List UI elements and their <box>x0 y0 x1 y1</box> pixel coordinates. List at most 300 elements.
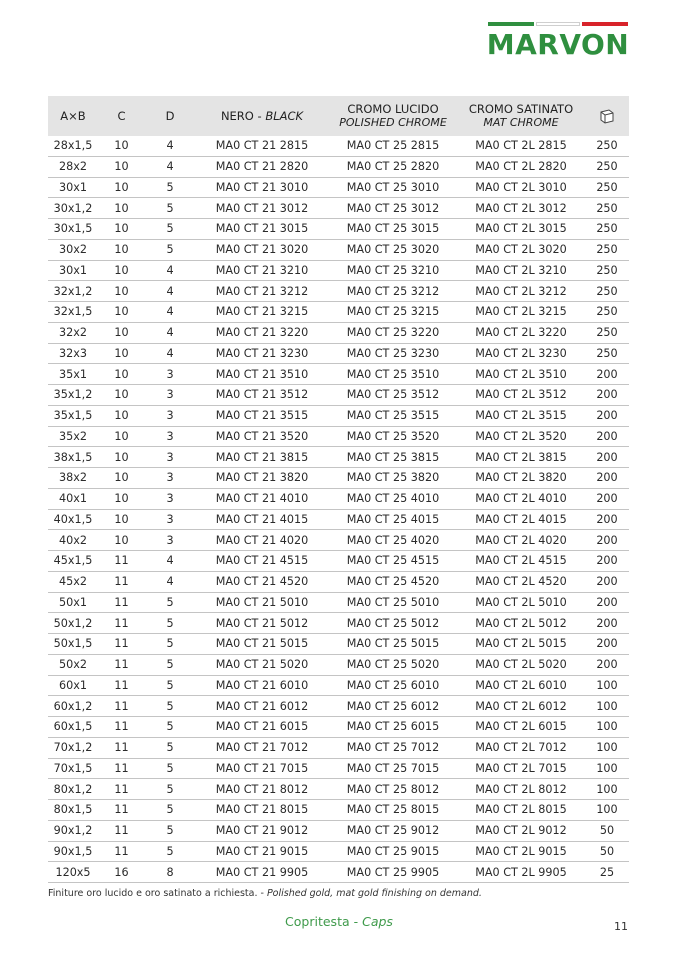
cell-axb: 28x2 <box>48 156 98 177</box>
cell-quantity: 250 <box>585 302 629 323</box>
cell-axb: 70x1,5 <box>48 758 98 779</box>
cell-nero: MA0 CT 21 3815 <box>195 447 329 468</box>
page-number: 11 <box>614 920 628 933</box>
cell-cromo-satinato: MA0 CT 2L 4015 <box>457 509 585 530</box>
cell-nero: MA0 CT 21 7015 <box>195 758 329 779</box>
cell-nero: MA0 CT 21 3510 <box>195 364 329 385</box>
cell-c: 10 <box>98 426 145 447</box>
cell-d: 5 <box>145 717 195 738</box>
cell-cromo-satinato: MA0 CT 2L 3012 <box>457 198 585 219</box>
cell-axb: 38x1,5 <box>48 447 98 468</box>
cell-d: 5 <box>145 800 195 821</box>
cell-c: 10 <box>98 364 145 385</box>
cell-cromo-lucido: MA0 CT 25 9905 <box>329 862 457 883</box>
cell-cromo-satinato: MA0 CT 2L 9012 <box>457 820 585 841</box>
table-row <box>48 654 629 675</box>
cell-c: 11 <box>98 551 145 572</box>
cell-nero: MA0 CT 21 4010 <box>195 488 329 509</box>
cell-cromo-satinato: MA0 CT 2L 5020 <box>457 654 585 675</box>
cell-nero: MA0 CT 21 4020 <box>195 530 329 551</box>
cell-d: 5 <box>145 696 195 717</box>
cell-d: 5 <box>145 198 195 219</box>
cell-quantity: 200 <box>585 364 629 385</box>
cell-nero: MA0 CT 21 5012 <box>195 613 329 634</box>
cell-cromo-satinato: MA0 CT 2L 9905 <box>457 862 585 883</box>
table-row <box>48 260 629 281</box>
cell-cromo-lucido: MA0 CT 25 3815 <box>329 447 457 468</box>
cell-c: 10 <box>98 385 145 406</box>
cell-d: 5 <box>145 592 195 613</box>
cell-cromo-satinato: MA0 CT 2L 3230 <box>457 343 585 364</box>
cell-axb: 32x1,2 <box>48 281 98 302</box>
table-row <box>48 717 629 738</box>
cell-cromo-lucido: MA0 CT 25 5015 <box>329 634 457 655</box>
table-row <box>48 343 629 364</box>
cell-cromo-lucido: MA0 CT 25 6015 <box>329 717 457 738</box>
cell-cromo-satinato: MA0 CT 2L 3815 <box>457 447 585 468</box>
cell-d: 3 <box>145 426 195 447</box>
cell-quantity: 200 <box>585 447 629 468</box>
cell-cromo-satinato: MA0 CT 2L 6012 <box>457 696 585 717</box>
cell-cromo-satinato: MA0 CT 2L 3512 <box>457 385 585 406</box>
cell-nero: MA0 CT 21 3220 <box>195 322 329 343</box>
cell-c: 11 <box>98 779 145 800</box>
flag-red <box>582 22 628 26</box>
cell-nero: MA0 CT 21 3015 <box>195 219 329 240</box>
table-row <box>48 488 629 509</box>
cell-cromo-satinato: MA0 CT 2L 5010 <box>457 592 585 613</box>
cell-quantity: 250 <box>585 260 629 281</box>
cell-d: 4 <box>145 260 195 281</box>
cell-d: 5 <box>145 613 195 634</box>
cell-quantity: 200 <box>585 488 629 509</box>
cell-axb: 80x1,5 <box>48 800 98 821</box>
header-nero <box>195 96 329 136</box>
cell-nero: MA0 CT 21 5010 <box>195 592 329 613</box>
cell-axb: 60x1 <box>48 675 98 696</box>
header-nero-it: NERO - <box>220 109 266 123</box>
cell-quantity: 100 <box>585 737 629 758</box>
cell-cromo-lucido: MA0 CT 25 3220 <box>329 322 457 343</box>
cell-axb: 45x2 <box>48 571 98 592</box>
cell-axb: 40x1,5 <box>48 509 98 530</box>
table-row <box>48 551 629 572</box>
cell-quantity: 200 <box>585 551 629 572</box>
cell-nero: MA0 CT 21 5015 <box>195 634 329 655</box>
cell-nero: MA0 CT 21 9905 <box>195 862 329 883</box>
cell-axb: 90x1,2 <box>48 820 98 841</box>
cell-d: 3 <box>145 364 195 385</box>
cell-cromo-lucido: MA0 CT 25 3010 <box>329 177 457 198</box>
table-row <box>48 322 629 343</box>
cell-nero: MA0 CT 21 6010 <box>195 675 329 696</box>
cell-cromo-satinato: MA0 CT 2L 3020 <box>457 239 585 260</box>
cell-cromo-lucido: MA0 CT 25 4015 <box>329 509 457 530</box>
cell-axb: 120x5 <box>48 862 98 883</box>
table-row <box>48 530 629 551</box>
cell-nero: MA0 CT 21 3820 <box>195 468 329 489</box>
cell-c: 10 <box>98 198 145 219</box>
cell-d: 4 <box>145 156 195 177</box>
cell-axb: 30x1 <box>48 177 98 198</box>
cell-c: 11 <box>98 592 145 613</box>
header-cromo-lucido <box>329 96 457 136</box>
cell-cromo-satinato: MA0 CT 2L 8012 <box>457 779 585 800</box>
cell-axb: 35x1,5 <box>48 405 98 426</box>
cell-axb: 32x1,5 <box>48 302 98 323</box>
cell-d: 4 <box>145 551 195 572</box>
cell-cromo-satinato: MA0 CT 2L 3215 <box>457 302 585 323</box>
cell-d: 4 <box>145 136 195 156</box>
brand-name: MARVON <box>486 28 630 61</box>
cell-cromo-lucido: MA0 CT 25 3015 <box>329 219 457 240</box>
cell-d: 3 <box>145 530 195 551</box>
cell-c: 10 <box>98 281 145 302</box>
cell-nero: MA0 CT 21 4520 <box>195 571 329 592</box>
footnote-it: Finiture oro lucido e oro satinato a richiesta. - <box>48 888 267 899</box>
cell-nero: MA0 CT 21 3012 <box>195 198 329 219</box>
cell-axb: 32x2 <box>48 322 98 343</box>
cell-nero: MA0 CT 21 3520 <box>195 426 329 447</box>
footer-title <box>0 914 678 929</box>
cell-d: 5 <box>145 654 195 675</box>
cell-d: 3 <box>145 447 195 468</box>
cell-cromo-satinato: MA0 CT 2L 3210 <box>457 260 585 281</box>
cell-d: 4 <box>145 302 195 323</box>
cell-cromo-satinato: MA0 CT 2L 5012 <box>457 613 585 634</box>
cell-axb: 30x1,2 <box>48 198 98 219</box>
cell-quantity: 200 <box>585 509 629 530</box>
cell-cromo-satinato: MA0 CT 2L 3010 <box>457 177 585 198</box>
cell-quantity: 250 <box>585 136 629 156</box>
product-table <box>48 96 629 883</box>
cell-quantity: 250 <box>585 239 629 260</box>
cell-axb: 40x1 <box>48 488 98 509</box>
cell-nero: MA0 CT 21 5020 <box>195 654 329 675</box>
cell-cromo-lucido: MA0 CT 25 3212 <box>329 281 457 302</box>
cell-axb: 45x1,5 <box>48 551 98 572</box>
cell-c: 10 <box>98 447 145 468</box>
footnote <box>48 888 482 899</box>
table-row <box>48 198 629 219</box>
cell-cromo-satinato: MA0 CT 2L 3015 <box>457 219 585 240</box>
cell-axb: 70x1,2 <box>48 737 98 758</box>
table-row <box>48 239 629 260</box>
flag-green <box>488 22 534 26</box>
cell-cromo-lucido: MA0 CT 25 5010 <box>329 592 457 613</box>
cell-cromo-lucido: MA0 CT 25 3510 <box>329 364 457 385</box>
cell-quantity: 200 <box>585 634 629 655</box>
cell-quantity: 100 <box>585 717 629 738</box>
cell-d: 3 <box>145 405 195 426</box>
cell-cromo-lucido: MA0 CT 25 3820 <box>329 468 457 489</box>
cell-c: 11 <box>98 571 145 592</box>
cell-cromo-lucido: MA0 CT 25 4010 <box>329 488 457 509</box>
cell-axb: 40x2 <box>48 530 98 551</box>
cell-cromo-satinato: MA0 CT 2L 4515 <box>457 551 585 572</box>
cell-nero: MA0 CT 21 3210 <box>195 260 329 281</box>
cell-d: 5 <box>145 737 195 758</box>
cell-nero: MA0 CT 21 3215 <box>195 302 329 323</box>
header-cromo-lucido-it: CROMO LUCIDO <box>347 102 439 116</box>
cell-nero: MA0 CT 21 8012 <box>195 779 329 800</box>
cell-cromo-lucido: MA0 CT 25 3230 <box>329 343 457 364</box>
table-row <box>48 156 629 177</box>
header-cromo-satinato-it: CROMO SATINATO <box>468 102 574 116</box>
header-c: C <box>98 96 145 136</box>
cell-axb: 80x1,2 <box>48 779 98 800</box>
cell-axb: 35x1 <box>48 364 98 385</box>
cell-nero: MA0 CT 21 2820 <box>195 156 329 177</box>
cell-c: 11 <box>98 737 145 758</box>
cell-d: 8 <box>145 862 195 883</box>
table-row <box>48 613 629 634</box>
cell-c: 11 <box>98 675 145 696</box>
cell-c: 11 <box>98 717 145 738</box>
cell-nero: MA0 CT 21 9015 <box>195 841 329 862</box>
cell-d: 3 <box>145 468 195 489</box>
cell-c: 11 <box>98 841 145 862</box>
cell-d: 5 <box>145 779 195 800</box>
table-row <box>48 219 629 240</box>
cell-cromo-lucido: MA0 CT 25 2815 <box>329 136 457 156</box>
cell-c: 10 <box>98 136 145 156</box>
cell-quantity: 200 <box>585 571 629 592</box>
table-row <box>48 177 629 198</box>
cell-axb: 60x1,2 <box>48 696 98 717</box>
table-row <box>48 820 629 841</box>
cell-cromo-lucido: MA0 CT 25 4515 <box>329 551 457 572</box>
cell-nero: MA0 CT 21 3212 <box>195 281 329 302</box>
cell-cromo-lucido: MA0 CT 25 6010 <box>329 675 457 696</box>
cell-nero: MA0 CT 21 3512 <box>195 385 329 406</box>
cell-d: 4 <box>145 322 195 343</box>
header-axb: A×B <box>48 96 98 136</box>
table-row <box>48 779 629 800</box>
cell-quantity: 100 <box>585 779 629 800</box>
cell-quantity: 250 <box>585 281 629 302</box>
table-row <box>48 800 629 821</box>
cell-quantity: 25 <box>585 862 629 883</box>
cell-cromo-satinato: MA0 CT 2L 3820 <box>457 468 585 489</box>
cell-cromo-lucido: MA0 CT 25 3520 <box>329 426 457 447</box>
footer-title-en: Caps <box>362 914 393 929</box>
header-cromo-satinato-en: MAT CHROME <box>483 116 559 129</box>
cell-d: 5 <box>145 239 195 260</box>
table-row <box>48 696 629 717</box>
cell-quantity: 200 <box>585 654 629 675</box>
cell-d: 5 <box>145 820 195 841</box>
cell-quantity: 100 <box>585 696 629 717</box>
cell-d: 3 <box>145 509 195 530</box>
cell-cromo-satinato: MA0 CT 2L 2815 <box>457 136 585 156</box>
table-row <box>48 447 629 468</box>
cell-nero: MA0 CT 21 3230 <box>195 343 329 364</box>
cell-quantity: 250 <box>585 322 629 343</box>
table-row <box>48 675 629 696</box>
cell-c: 11 <box>98 634 145 655</box>
cell-axb: 50x1 <box>48 592 98 613</box>
cell-cromo-lucido: MA0 CT 25 3515 <box>329 405 457 426</box>
cell-cromo-lucido: MA0 CT 25 4520 <box>329 571 457 592</box>
cell-c: 10 <box>98 239 145 260</box>
cell-nero: MA0 CT 21 3020 <box>195 239 329 260</box>
cell-cromo-lucido: MA0 CT 25 9012 <box>329 820 457 841</box>
cell-c: 10 <box>98 260 145 281</box>
cell-cromo-satinato: MA0 CT 2L 6015 <box>457 717 585 738</box>
cell-axb: 50x2 <box>48 654 98 675</box>
cell-c: 16 <box>98 862 145 883</box>
cell-cromo-lucido: MA0 CT 25 6012 <box>329 696 457 717</box>
cell-quantity: 200 <box>585 405 629 426</box>
table-row <box>48 281 629 302</box>
table-row <box>48 136 629 156</box>
cell-cromo-satinato: MA0 CT 2L 8015 <box>457 800 585 821</box>
cell-c: 11 <box>98 654 145 675</box>
cell-cromo-satinato: MA0 CT 2L 3510 <box>457 364 585 385</box>
table-row <box>48 758 629 779</box>
table-row <box>48 841 629 862</box>
cell-quantity: 250 <box>585 156 629 177</box>
cell-d: 5 <box>145 841 195 862</box>
flag-white <box>536 22 580 26</box>
cell-d: 4 <box>145 281 195 302</box>
cell-axb: 50x1,5 <box>48 634 98 655</box>
table-row <box>48 634 629 655</box>
footnote-en: Polished gold, mat gold finishing on demand. <box>266 888 482 899</box>
header-cromo-satinato <box>457 96 585 136</box>
cell-d: 5 <box>145 758 195 779</box>
cell-c: 10 <box>98 322 145 343</box>
cell-c: 10 <box>98 343 145 364</box>
cell-cromo-satinato: MA0 CT 2L 3220 <box>457 322 585 343</box>
table-row <box>48 862 629 883</box>
cell-cromo-lucido: MA0 CT 25 7015 <box>329 758 457 779</box>
table-row <box>48 364 629 385</box>
table-row <box>48 385 629 406</box>
cell-quantity: 100 <box>585 675 629 696</box>
cell-quantity: 200 <box>585 426 629 447</box>
cell-axb: 30x1 <box>48 260 98 281</box>
cell-c: 10 <box>98 488 145 509</box>
cell-nero: MA0 CT 21 8015 <box>195 800 329 821</box>
cell-quantity: 250 <box>585 219 629 240</box>
cell-nero: MA0 CT 21 4515 <box>195 551 329 572</box>
cell-d: 4 <box>145 571 195 592</box>
cell-c: 10 <box>98 530 145 551</box>
cell-axb: 35x2 <box>48 426 98 447</box>
brand-logo <box>484 22 632 62</box>
cell-cromo-lucido: MA0 CT 25 8015 <box>329 800 457 821</box>
cell-axb: 60x1,5 <box>48 717 98 738</box>
cell-d: 5 <box>145 634 195 655</box>
cell-nero: MA0 CT 21 6012 <box>195 696 329 717</box>
cell-cromo-satinato: MA0 CT 2L 5015 <box>457 634 585 655</box>
table-row <box>48 571 629 592</box>
cell-nero: MA0 CT 21 3010 <box>195 177 329 198</box>
cell-quantity: 200 <box>585 613 629 634</box>
cell-c: 10 <box>98 302 145 323</box>
cell-nero: MA0 CT 21 7012 <box>195 737 329 758</box>
cell-cromo-satinato: MA0 CT 2L 2820 <box>457 156 585 177</box>
cell-quantity: 200 <box>585 468 629 489</box>
cell-cromo-satinato: MA0 CT 2L 7012 <box>457 737 585 758</box>
cell-axb: 38x2 <box>48 468 98 489</box>
table-header-row <box>48 96 629 136</box>
cell-quantity: 100 <box>585 800 629 821</box>
table-row <box>48 405 629 426</box>
cell-quantity: 200 <box>585 530 629 551</box>
table-row <box>48 302 629 323</box>
cell-cromo-lucido: MA0 CT 25 2820 <box>329 156 457 177</box>
header-quantity <box>585 96 629 136</box>
cell-c: 11 <box>98 820 145 841</box>
table-body <box>48 136 629 883</box>
cell-quantity: 100 <box>585 758 629 779</box>
cell-quantity: 50 <box>585 820 629 841</box>
cell-cromo-satinato: MA0 CT 2L 7015 <box>457 758 585 779</box>
cell-c: 10 <box>98 219 145 240</box>
cell-c: 10 <box>98 156 145 177</box>
cell-cromo-lucido: MA0 CT 25 7012 <box>329 737 457 758</box>
cell-quantity: 200 <box>585 592 629 613</box>
cell-axb: 35x1,2 <box>48 385 98 406</box>
cell-c: 10 <box>98 177 145 198</box>
cell-d: 3 <box>145 488 195 509</box>
cell-nero: MA0 CT 21 4015 <box>195 509 329 530</box>
cell-quantity: 250 <box>585 343 629 364</box>
cell-axb: 30x2 <box>48 239 98 260</box>
cell-nero: MA0 CT 21 9012 <box>195 820 329 841</box>
cell-cromo-lucido: MA0 CT 25 3215 <box>329 302 457 323</box>
cell-cromo-satinato: MA0 CT 2L 3212 <box>457 281 585 302</box>
cell-quantity: 250 <box>585 177 629 198</box>
box-icon <box>598 107 616 125</box>
cell-quantity: 200 <box>585 385 629 406</box>
cell-cromo-satinato: MA0 CT 2L 3515 <box>457 405 585 426</box>
cell-axb: 50x1,2 <box>48 613 98 634</box>
cell-c: 11 <box>98 696 145 717</box>
cell-cromo-lucido: MA0 CT 25 4020 <box>329 530 457 551</box>
cell-c: 10 <box>98 509 145 530</box>
cell-quantity: 50 <box>585 841 629 862</box>
cell-c: 11 <box>98 758 145 779</box>
cell-cromo-lucido: MA0 CT 25 3210 <box>329 260 457 281</box>
cell-cromo-lucido: MA0 CT 25 5012 <box>329 613 457 634</box>
cell-quantity: 250 <box>585 198 629 219</box>
cell-cromo-lucido: MA0 CT 25 3512 <box>329 385 457 406</box>
cell-d: 4 <box>145 343 195 364</box>
table-row <box>48 509 629 530</box>
cell-nero: MA0 CT 21 6015 <box>195 717 329 738</box>
cell-axb: 28x1,5 <box>48 136 98 156</box>
cell-d: 5 <box>145 177 195 198</box>
footer-title-it: Copritesta - <box>285 914 363 929</box>
table-row <box>48 426 629 447</box>
cell-c: 11 <box>98 613 145 634</box>
cell-cromo-lucido: MA0 CT 25 8012 <box>329 779 457 800</box>
cell-c: 11 <box>98 800 145 821</box>
table-row <box>48 737 629 758</box>
cell-cromo-satinato: MA0 CT 2L 6010 <box>457 675 585 696</box>
cell-d: 3 <box>145 385 195 406</box>
cell-nero: MA0 CT 21 2815 <box>195 136 329 156</box>
cell-cromo-lucido: MA0 CT 25 3020 <box>329 239 457 260</box>
header-d: D <box>145 96 195 136</box>
cell-d: 5 <box>145 219 195 240</box>
table-row <box>48 592 629 613</box>
table-row <box>48 468 629 489</box>
